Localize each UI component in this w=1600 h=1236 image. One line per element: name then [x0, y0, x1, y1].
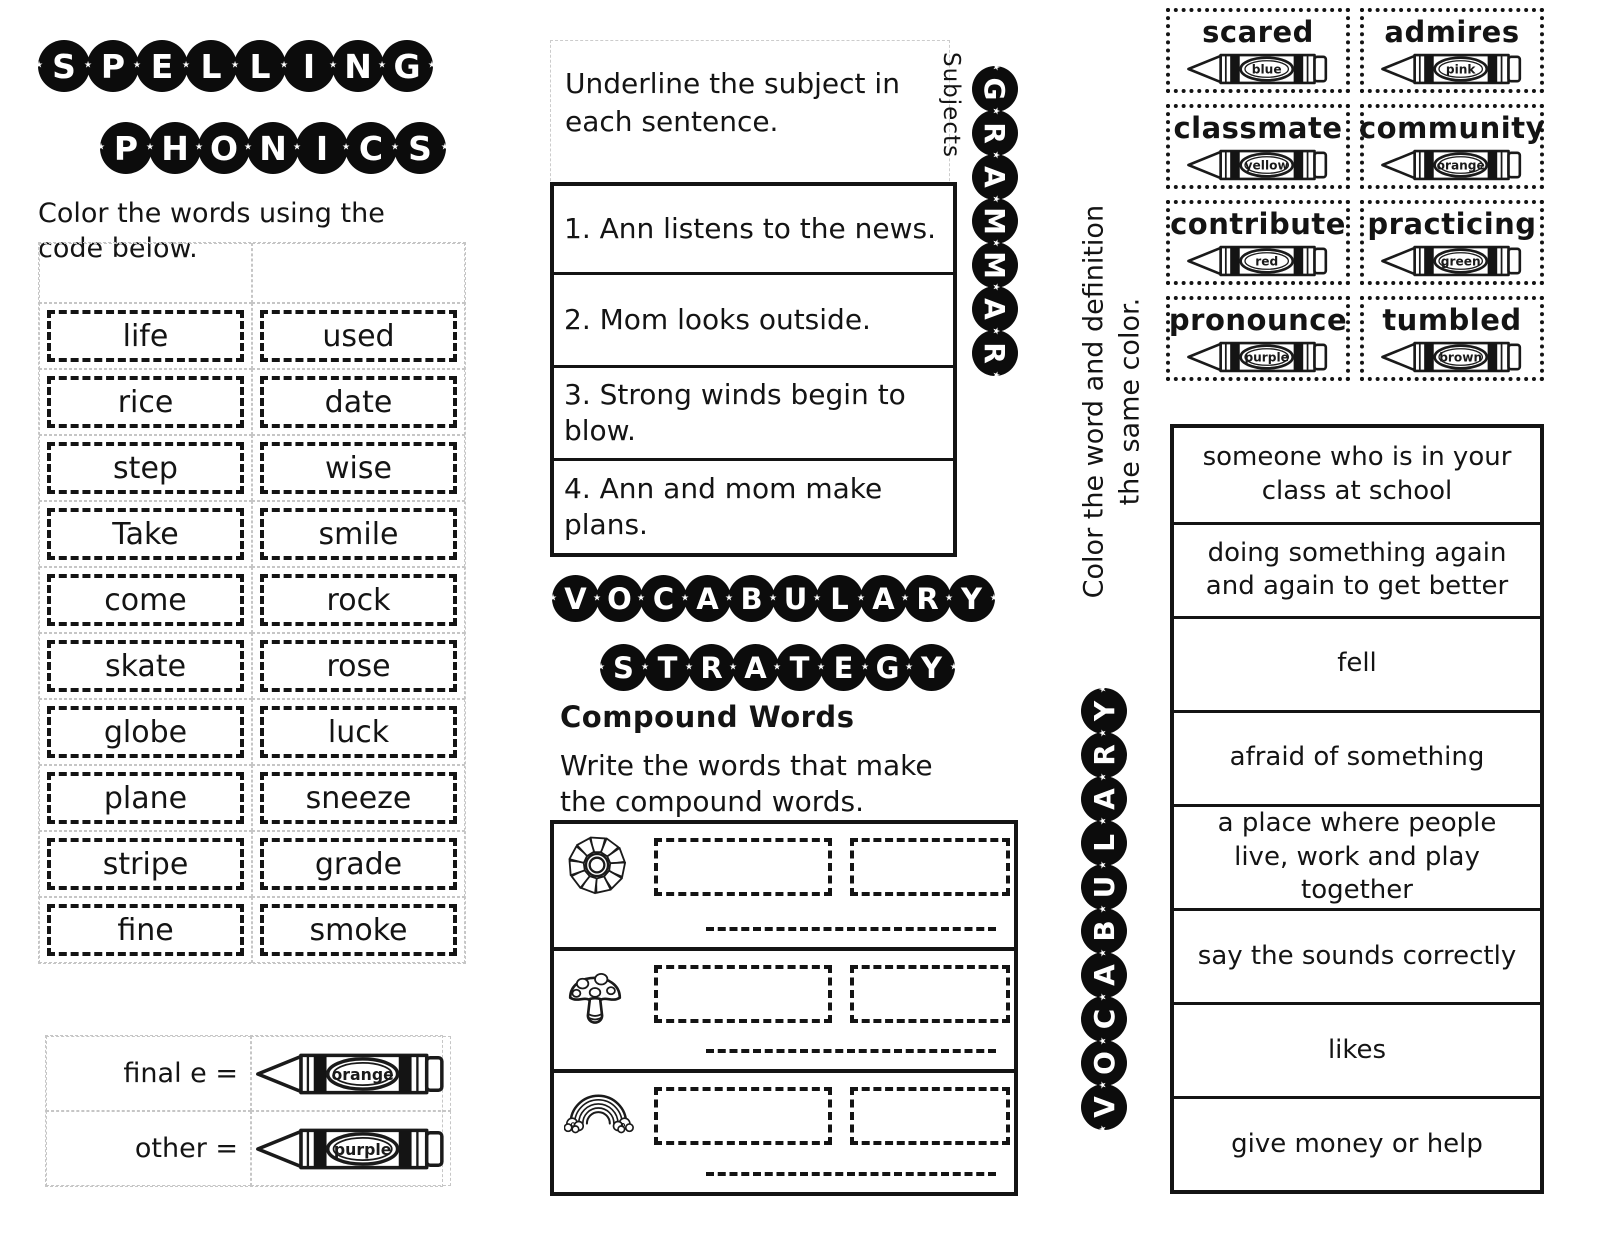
word-card[interactable] — [1166, 104, 1350, 189]
spelling-word[interactable]: plane — [47, 772, 243, 824]
word-card[interactable] — [1166, 296, 1350, 381]
sentence[interactable]: 2. Mom looks outside. — [554, 272, 953, 365]
circled-letter: ★ H ★ — [149, 122, 201, 174]
sentence[interactable]: 4. Ann and mom make plans. — [554, 458, 953, 553]
spelling-word[interactable]: smile — [260, 508, 456, 560]
circled-letter: ★ R ★ — [972, 110, 1018, 156]
definition[interactable]: afraid of something — [1174, 710, 1540, 804]
compound-row-rainbow — [554, 1069, 1014, 1192]
crayon-color-label: green — [1440, 253, 1481, 268]
spelling-word[interactable]: skate — [47, 640, 243, 692]
definition[interactable]: doing something again and again to get better — [1174, 522, 1540, 616]
circled-letter: ★ A ★ — [1081, 952, 1127, 998]
spelling-word[interactable]: step — [47, 442, 243, 494]
crayon-icon — [1377, 49, 1527, 89]
vocabulary-strategy-title-line2 — [600, 644, 952, 691]
mushroom-icon — [564, 959, 626, 1033]
circled-letter: ★ L ★ — [234, 40, 286, 92]
card-word: pronounce — [1168, 302, 1348, 337]
crayon-color-label: purple — [1244, 349, 1289, 364]
circled-letter: ★ G ★ — [381, 40, 433, 92]
crayon-icon — [1377, 337, 1527, 377]
card-word: classmate — [1173, 110, 1343, 145]
vocabulary-title — [1081, 690, 1127, 1130]
circled-letter: ★ A ★ — [684, 575, 731, 622]
crayon-icon — [252, 1122, 450, 1176]
sun-icon — [564, 832, 630, 898]
circled-letter: ★ Y ★ — [1081, 688, 1127, 734]
color-code-legend — [45, 1035, 443, 1187]
circled-letter: ★ N ★ — [332, 40, 384, 92]
vocabulary-instruction — [1076, 182, 1147, 622]
circled-letter: ★ A ★ — [972, 154, 1018, 200]
compound-part2-input[interactable] — [850, 965, 1010, 1023]
compound-part2-input[interactable] — [850, 1087, 1010, 1145]
circled-letter: ★ Y ★ — [908, 644, 955, 691]
circled-letter: ★ N ★ — [247, 122, 299, 174]
spelling-word[interactable]: luck — [260, 706, 456, 758]
circled-letter: ★ L ★ — [1081, 820, 1127, 866]
circled-letter: ★ P ★ — [100, 122, 152, 174]
definition[interactable]: say the sounds correctly — [1174, 908, 1540, 1002]
phonics-title — [100, 122, 443, 174]
rainbow-icon — [564, 1081, 636, 1135]
circled-letter: ★ A ★ — [732, 644, 779, 691]
grammar-title — [972, 66, 1018, 374]
compound-row-mushroom — [554, 947, 1014, 1070]
crayon-icon — [1377, 145, 1527, 185]
spelling-word-grid — [38, 242, 466, 964]
circled-letter: ★ R ★ — [688, 644, 735, 691]
sentence[interactable]: 3. Strong winds begin to blow. — [554, 365, 953, 458]
card-word: contribute — [1170, 206, 1346, 241]
compound-part1-input[interactable] — [654, 1087, 832, 1145]
grid-cell-empty — [39, 243, 252, 303]
card-word: practicing — [1367, 206, 1537, 241]
spelling-word[interactable]: smoke — [260, 904, 456, 956]
spelling-word[interactable]: used — [260, 310, 456, 362]
circled-letter: ★ V ★ — [552, 575, 599, 622]
compound-words-table — [550, 820, 1018, 1196]
spelling-word[interactable]: rock — [260, 574, 456, 626]
circled-letter: ★ E ★ — [820, 644, 867, 691]
grid-cell-empty — [252, 243, 465, 303]
compound-part2-input[interactable] — [850, 838, 1010, 896]
word-card[interactable] — [1360, 104, 1544, 189]
compound-words-instruction: Write the words that make the compound words. — [560, 749, 933, 819]
circled-letter: ★ R ★ — [904, 575, 951, 622]
compound-part1-input[interactable] — [654, 838, 832, 896]
circled-letter: ★ G ★ — [972, 66, 1018, 112]
spelling-word[interactable]: life — [47, 310, 243, 362]
answer-line[interactable] — [706, 1049, 996, 1053]
card-word: scared — [1202, 14, 1314, 49]
circled-letter: ★ S ★ — [600, 644, 647, 691]
circled-letter: ★ C ★ — [345, 122, 397, 174]
crayon-icon — [1183, 49, 1333, 89]
compound-words-subtitle: Compound Words — [560, 700, 855, 734]
circled-letter: ★ S ★ — [394, 122, 446, 174]
sentence-table — [550, 182, 957, 557]
spelling-word[interactable]: come — [47, 574, 243, 626]
spelling-word[interactable]: globe — [47, 706, 243, 758]
crayon-color-label: pink — [1445, 61, 1476, 76]
circled-letter: ★ V ★ — [1081, 1084, 1127, 1130]
circled-letter: ★ C ★ — [1081, 996, 1127, 1042]
crayon-icon — [1377, 241, 1527, 281]
card-word: tumbled — [1382, 302, 1522, 337]
word-card[interactable] — [1360, 8, 1544, 93]
card-word: community — [1358, 110, 1546, 145]
answer-line[interactable] — [706, 1172, 996, 1176]
crayon-color-label: brown — [1439, 349, 1483, 364]
circled-letter: ★ U ★ — [1081, 864, 1127, 910]
circled-letter: ★ S ★ — [38, 40, 90, 92]
circled-letter: ★ G ★ — [864, 644, 911, 691]
word-card[interactable] — [1360, 200, 1544, 285]
circled-letter: ★ T ★ — [644, 644, 691, 691]
circled-letter: ★ E ★ — [136, 40, 188, 92]
spelling-instruction: Color the words using the code below. — [38, 198, 385, 265]
vocabulary-strategy-title-line1 — [552, 575, 992, 622]
crayon-color-label: red — [1255, 253, 1279, 268]
sentence[interactable]: 1. Ann listens to the news. — [564, 211, 936, 245]
code-label: final e = — [46, 1036, 251, 1111]
circled-letter: ★ U ★ — [772, 575, 819, 622]
answer-line[interactable] — [706, 927, 996, 931]
grammar-instruction: Underline the subject in each sentence. — [550, 40, 950, 186]
definition[interactable]: fell — [1174, 616, 1540, 710]
spelling-word[interactable]: fine — [47, 904, 243, 956]
card-word: admires — [1384, 14, 1520, 49]
spelling-word[interactable]: sneeze — [260, 772, 456, 824]
spelling-word[interactable]: date — [260, 376, 456, 428]
crayon-color-label: orange — [331, 1064, 394, 1084]
compound-row-sunflower — [554, 824, 1014, 947]
vocabulary-instruction-line2: the same color. — [1114, 297, 1145, 506]
circled-letter: ★ O ★ — [1081, 1040, 1127, 1086]
compound-part1-input[interactable] — [654, 965, 832, 1023]
circled-letter: ★ A ★ — [860, 575, 907, 622]
circled-letter: ★ L ★ — [816, 575, 863, 622]
definition[interactable]: give money or help — [1174, 1096, 1540, 1190]
crayon-color-label: blue — [1251, 61, 1282, 76]
crayon-icon — [252, 1047, 450, 1101]
circled-letter: ★ P ★ — [87, 40, 139, 92]
spelling-title — [38, 40, 430, 92]
spelling-word[interactable]: Take — [47, 508, 243, 560]
crayon-color-label: purple — [333, 1139, 392, 1159]
vocabulary-instruction-line1: Color the word and definition — [1078, 204, 1110, 599]
crayon-icon — [1183, 241, 1333, 281]
definition[interactable]: a place where people live, work and play together — [1174, 804, 1540, 908]
word-card[interactable] — [1360, 296, 1544, 381]
circled-letter: ★ O ★ — [596, 575, 643, 622]
grammar-topic-label: Subjects — [938, 52, 964, 158]
definitions-table — [1170, 424, 1544, 1194]
circled-letter: ★ I ★ — [296, 122, 348, 174]
crayon-icon — [1183, 145, 1333, 185]
circled-letter: ★ M ★ — [972, 242, 1018, 288]
word-card[interactable] — [1166, 8, 1350, 93]
circled-letter: ★ M ★ — [972, 198, 1018, 244]
circled-letter: ★ A ★ — [972, 286, 1018, 332]
circled-letter: ★ Y ★ — [948, 575, 995, 622]
circled-letter: ★ B ★ — [728, 575, 775, 622]
spelling-word[interactable]: stripe — [47, 838, 243, 890]
crayon-color-label: orange — [1436, 157, 1485, 172]
spelling-word[interactable]: wise — [260, 442, 456, 494]
circled-letter: ★ B ★ — [1081, 908, 1127, 954]
crayon-icon — [1183, 337, 1333, 377]
circled-letter: ★ R ★ — [1081, 732, 1127, 778]
definition[interactable]: likes — [1174, 1002, 1540, 1096]
circled-letter: ★ L ★ — [185, 40, 237, 92]
definition[interactable]: someone who is in your class at school — [1202, 442, 1512, 506]
spelling-word[interactable]: rose — [260, 640, 456, 692]
circled-letter: ★ C ★ — [640, 575, 687, 622]
circled-letter: ★ I ★ — [283, 40, 335, 92]
circled-letter: ★ T ★ — [776, 644, 823, 691]
crayon-color-label: yellow — [1244, 157, 1289, 172]
circled-letter: ★ R ★ — [972, 330, 1018, 376]
circled-letter: ★ O ★ — [198, 122, 250, 174]
spelling-word[interactable]: rice — [47, 376, 243, 428]
code-label: other = — [46, 1111, 251, 1186]
vocabulary-cards — [1166, 8, 1544, 381]
word-card[interactable] — [1166, 200, 1350, 285]
spelling-word[interactable]: grade — [260, 838, 456, 890]
circled-letter: ★ A ★ — [1081, 776, 1127, 822]
